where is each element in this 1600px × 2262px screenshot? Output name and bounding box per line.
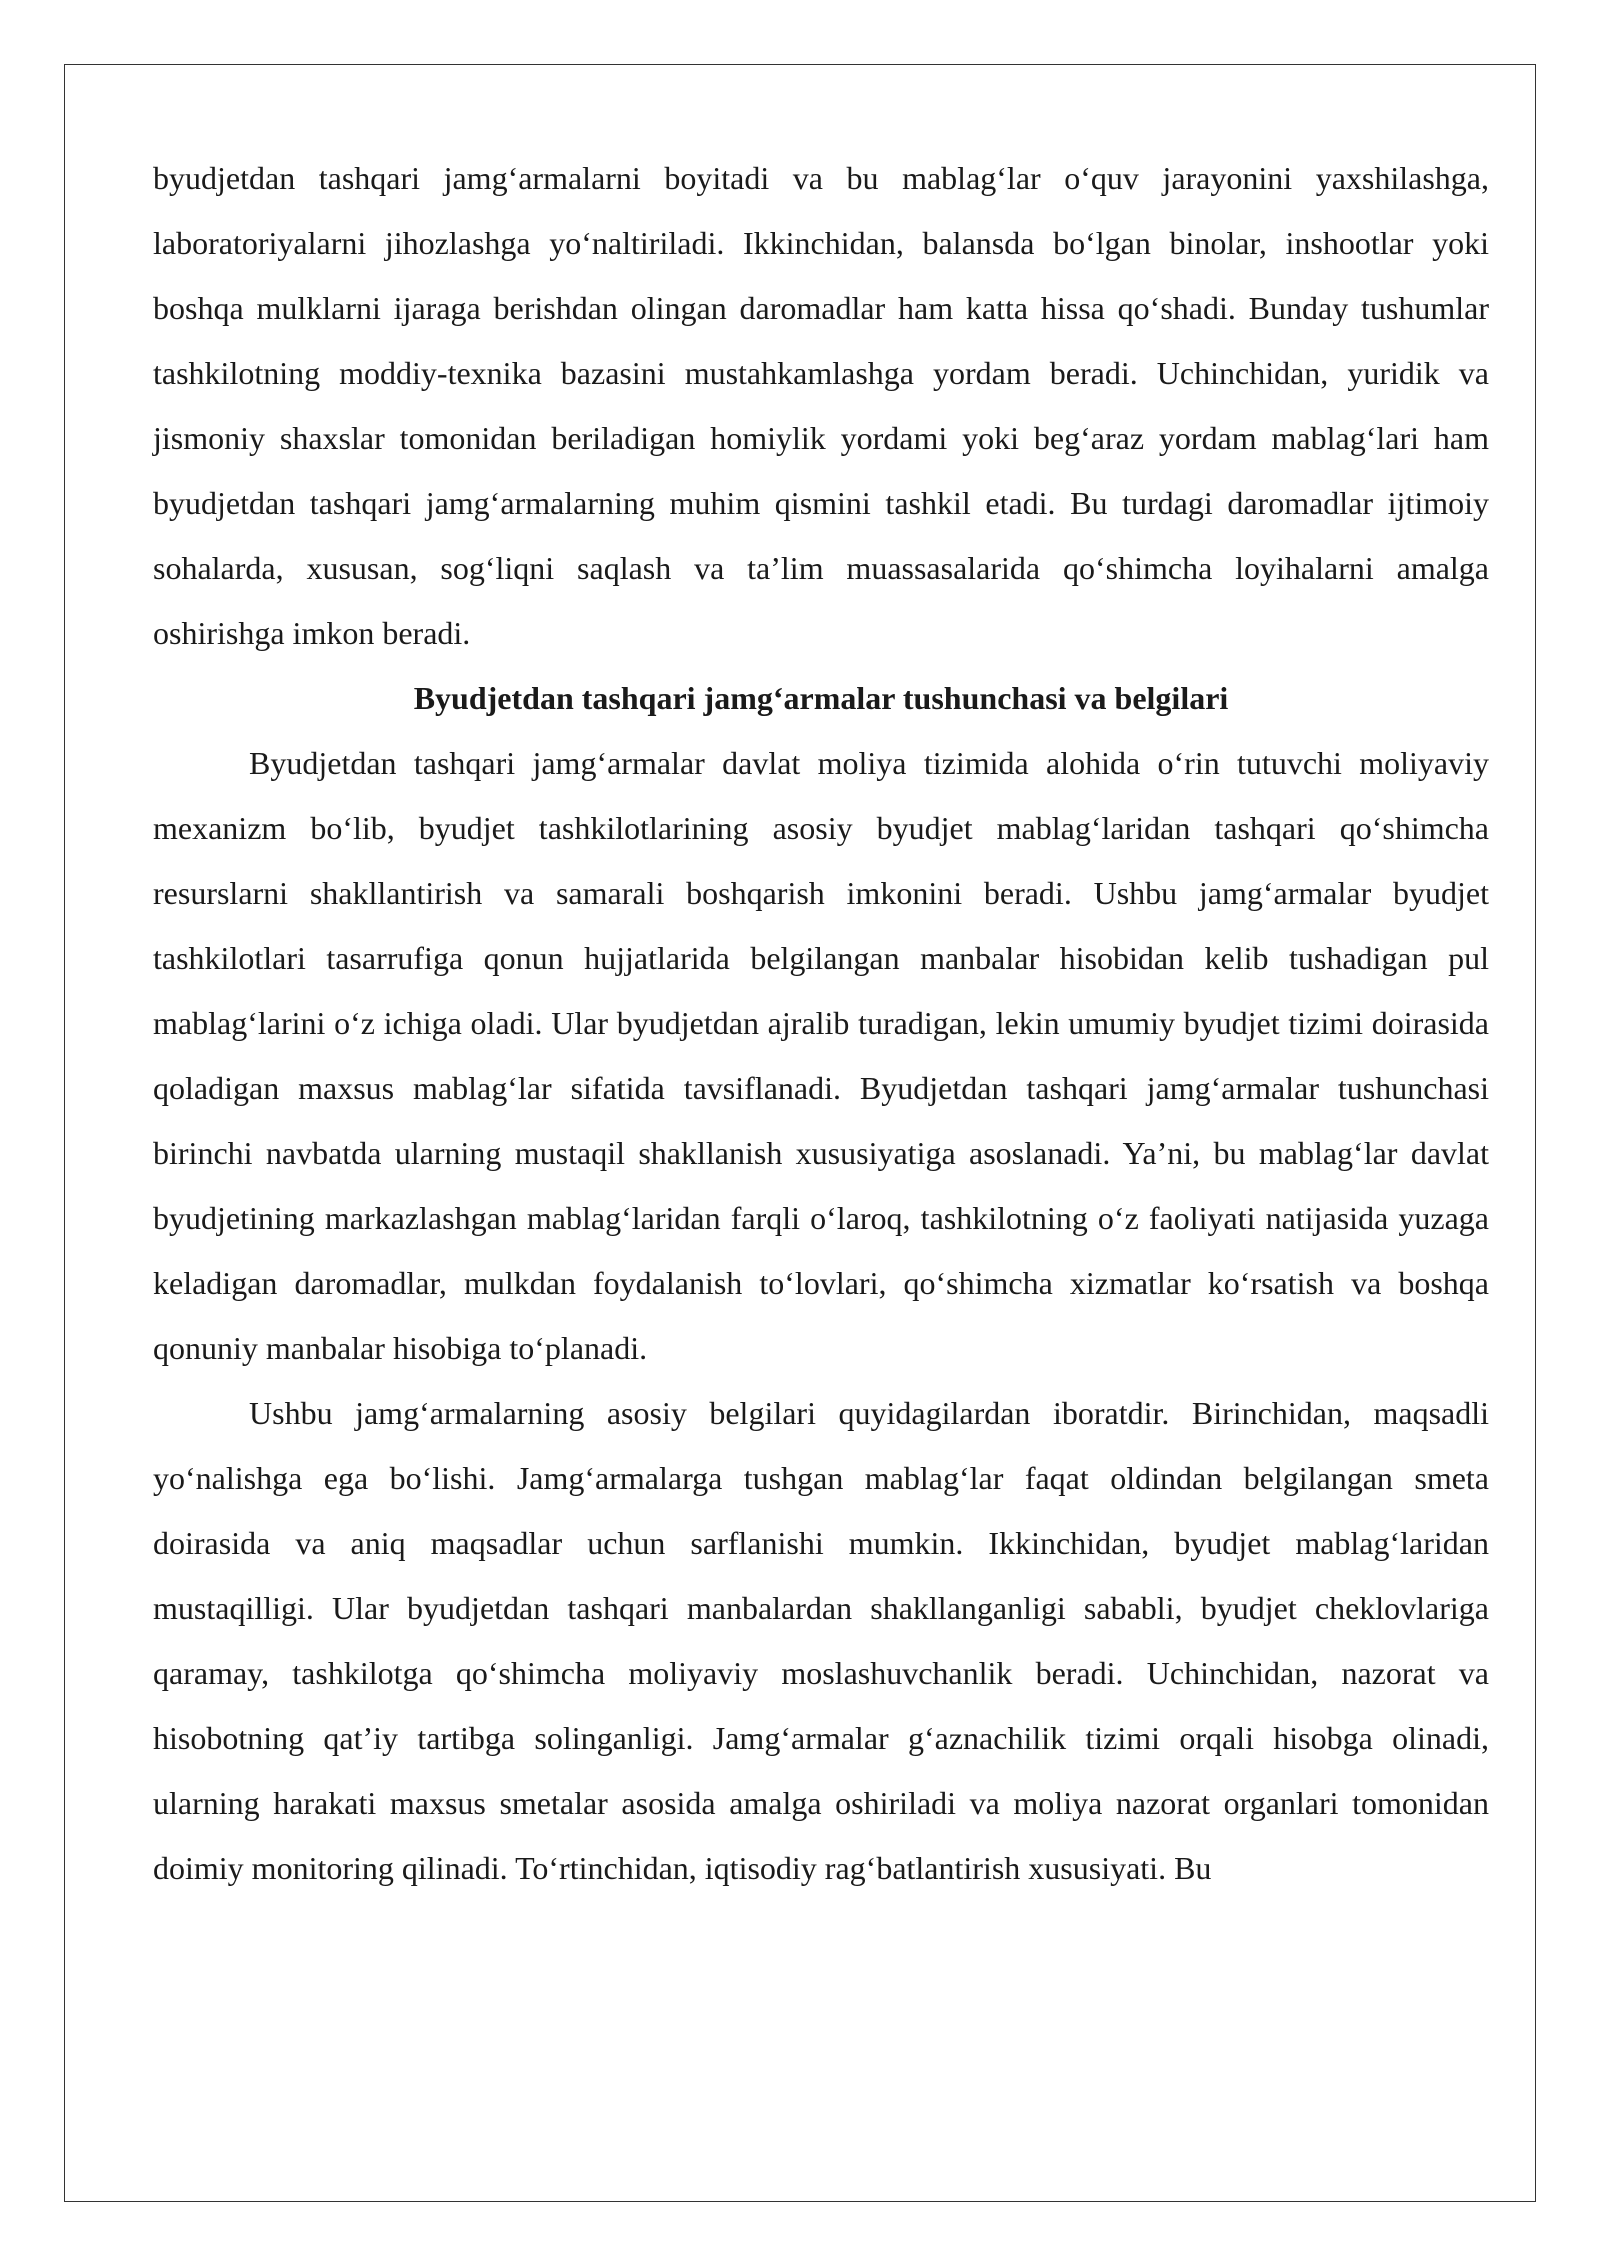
document-body	[153, 146, 1489, 1901]
paragraph-features: Ushbu jamg‘armalarning asosiy belgilari quyidagilardan iboratdir. Birinchidan, maqsadli yo‘nalishga ega bo‘lishi. Jamg‘armalarga tushgan mablag‘lar faqat oldindan belgilangan smeta doirasida va aniq maqsadlar uchun sarflanishi mumkin. Ikkinchidan, byudjet mablag‘laridan mustaqilligi. Ular byudjetdan tashqari manbalardan shakllanganligi sababli, byudjet cheklovlariga qaramay, tashkilotga qo‘shimcha moliyaviy moslashuvchanlik beradi. Uchinchidan, nazorat va hisobotning qat’iy tartibga solinganligi. Jamg‘armalar g‘aznachilik tizimi orqali hisobga olinadi, ularning harakati maxsus smetalar asosida amalga oshiriladi va moliya nazorat organlari tomonidan doimiy monitoring qilinadi. To‘rtinchidan, iqtisodiy rag‘batlantirish xususiyati. Bu	[153, 1395, 1489, 1886]
paragraph-definition: Byudjetdan tashqari jamg‘armalar davlat moliya tizimida alohida o‘rin tutuvchi moliyaviy mexanizm bo‘lib, byudjet tashkilotlarining asosiy byudjet mablag‘laridan tashqari qo‘shimcha resurslarni shakllantirish va samarali boshqarish imkonini beradi. Ushbu jamg‘armalar byudjet tashkilotlari tasarrufiga qonun hujjatlarida belgilangan manbalar hisobidan kelib tushadigan pul mablag‘larini o‘z ichiga oladi. Ular byudjetdan ajralib turadigan, lekin umumiy byudjet tizimi doirasida qoladigan maxsus mablag‘lar sifatida tavsiflanadi. Byudjetdan tashqari jamg‘armalar tushunchasi birinchi navbatda ularning mustaqil shakllanish xususiyatiga asoslanadi. Ya’ni, bu mablag‘lar davlat byudjetining markazlashgan mablag‘laridan farqli o‘laroq, tashkilotning o‘z faoliyati natijasida yuzaga keladigan daromadlar, mulkdan foydalanish to‘lovlari, qo‘shimcha xizmatlar ko‘rsatish va boshqa qonuniy manbalar hisobiga to‘planadi.	[153, 745, 1489, 1366]
section-heading: Byudjetdan tashqari jamg‘armalar tushunchasi va belgilari	[413, 680, 1229, 716]
paragraph-continuation: byudjetdan tashqari jamg‘armalarni boyitadi va bu mablag‘lar o‘quv jarayonini yaxshilashga, laboratoriyalarni jihozlashga yo‘naltiriladi. Ikkinchidan, balansda bo‘lgan binolar, inshootlar yoki boshqa mulklarni ijaraga berishdan olingan daromadlar ham katta hissa qo‘shadi. Bunday tushumlar tashkilotning moddiy-texnika bazasini mustahkamlashga yordam beradi. Uchinchidan, yuridik va jismoniy shaxslar tomonidan beriladigan homiylik yordami yoki beg‘araz yordam mablag‘lari ham byudjetdan tashqari jamg‘armalarning muhim qismini tashkil etadi. Bu turdagi daromadlar ijtimoiy sohalarda, xususan, sog‘liqni saqlash va ta’lim muassasalarida qo‘shimcha loyihalarni amalga oshirishga imkon beradi.	[153, 160, 1489, 651]
